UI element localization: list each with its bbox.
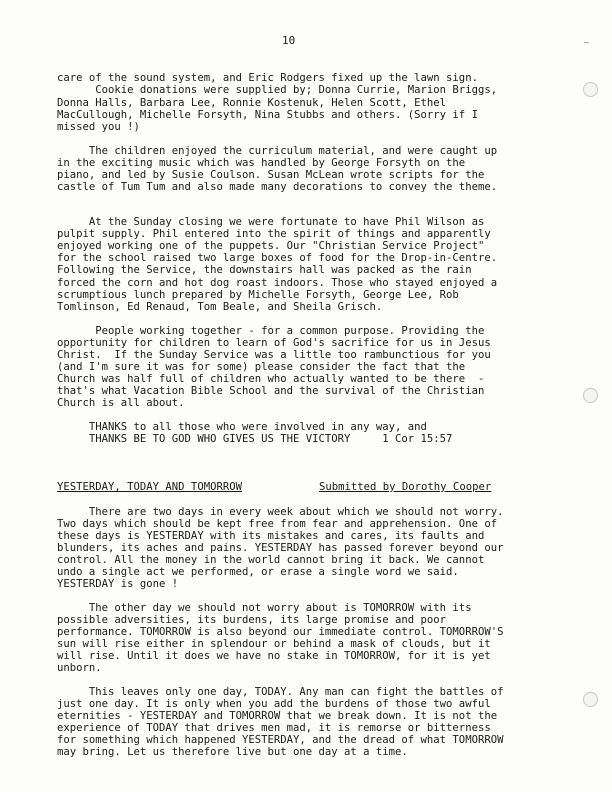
text-line: The children enjoyed the curriculum material, and were caught up	[57, 145, 498, 157]
text-line: enjoyed working one of the puppets. Our "Christian Service Project"	[57, 240, 485, 252]
text-line: blunders, its aches and pains. YESTERDAY has passed forever beyond our	[57, 542, 504, 554]
text-line: experience of TODAY that drives men mad, it is remorse or bitterness	[57, 722, 491, 734]
text-line: There are two days in every week about which we should not worry.	[57, 506, 504, 518]
text-line: in the exciting music which was handled by George Forsyth on the	[57, 157, 466, 169]
text-line: unborn.	[57, 662, 102, 674]
text-line: Following the Service, the downstairs hall was packed as the rain	[57, 264, 472, 276]
text-line: THANKS BE TO GOD WHO GIVES US THE VICTORY 1 Cor 15:57	[57, 433, 453, 445]
text-line: care of the sound system, and Eric Rodgers fixed up the lawn sign.	[57, 72, 478, 84]
text-line: (and I'm sure it was for some) please consider the fact that the	[57, 361, 466, 373]
text-line: castle of Tum Tum and also made many decorations to convey the theme.	[57, 181, 498, 193]
text-line: pulpit supply. Phil entered into the spirit of things and apparently	[57, 228, 491, 240]
page-number: 10	[282, 34, 296, 47]
text-line: Donna Halls, Barbara Lee, Ronnie Kostenuk, Helen Scott, Ethel	[57, 97, 447, 109]
hole-punch-bottom	[583, 692, 598, 707]
text-line: This leaves only one day, TODAY. Any man can fight the battles of	[57, 686, 504, 698]
text-line: Tomlinson, Ed Renaud, Tom Beale, and Sheila Grisch.	[57, 301, 383, 313]
text-line: MacCullough, Michelle Forsyth, Nina Stubbs and others. (Sorry if I	[57, 109, 478, 121]
text-line: for the school raised two large boxes of food for the Drop-in-Centre.	[57, 252, 498, 264]
text-line: control. All the money in the world cannot bring it back. We cannot	[57, 554, 485, 566]
text-line: forced the corn and hot dog roast indoors. Those who stayed enjoyed a	[57, 277, 498, 289]
text-line: Church was half full of children who actually wanted to be there -	[57, 373, 485, 385]
text-line: piano, and led by Susie Coulson. Susan McLean wrote scripts for the	[57, 169, 485, 181]
text-line: Church is all about.	[57, 397, 185, 409]
text-line: for something which happened YESTERDAY, and the dread of what TOMORROW	[57, 734, 504, 746]
hole-punch-middle	[583, 388, 598, 403]
text-line: that's what Vacation Bible School and the survival of the Christian	[57, 385, 485, 397]
article-title: YESTERDAY, TODAY AND TOMORROW	[57, 481, 242, 493]
text-line: eternities - YESTERDAY and TOMORROW that we break down. It is not the	[57, 710, 498, 722]
text-line: People working together - for a common purpose. Providing the	[57, 325, 485, 337]
text-line: Cookie donations were supplied by; Donna Currie, Marion Briggs,	[57, 84, 498, 96]
text-line: THANKS to all those who were involved in any way, and	[57, 421, 427, 433]
text-line: The other day we should not worry about is TOMORROW with its	[57, 602, 472, 614]
text-line: sun will rise either in splendour or behind a mask of clouds, but it	[57, 638, 491, 650]
text-line: missed you !)	[57, 121, 140, 133]
text-line: At the Sunday closing we were fortunate to have Phil Wilson as	[57, 216, 485, 228]
margin-dash-mark: –	[584, 38, 589, 47]
text-line: these days is YESTERDAY with its mistakes and cares, its faults and	[57, 530, 485, 542]
text-line: Christ. If the Sunday Service was a little too rambunctious for you	[57, 349, 491, 361]
text-line: opportunity for children to learn of God's sacrifice for us in Jesus	[57, 337, 491, 349]
text-line: scrumptious lunch prepared by Michelle Forsyth, George Lee, Rob	[57, 289, 459, 301]
article-credit: Submitted by Dorothy Cooper	[319, 481, 492, 493]
text-line: may bring. Let us therefore live but one day at a time.	[57, 746, 408, 758]
text-line: performance. TOMORROW is also beyond our immediate control. TOMORROW'S	[57, 626, 504, 638]
text-line: Two days which should be kept free from fear and apprehension. One of	[57, 518, 498, 530]
text-line: YESTERDAY is gone !	[57, 578, 179, 590]
text-line: will rise. Until it does we have no stake in TOMORROW, for it is yet	[57, 650, 491, 662]
hole-punch-top	[583, 82, 598, 97]
text-line: undo a single act we performed, or erase a single word we said.	[57, 566, 459, 578]
text-line: possible adversities, its burdens, its large promise and poor	[57, 614, 447, 626]
text-line: just one day. It is only when you add the burdens of those two awful	[57, 698, 491, 710]
